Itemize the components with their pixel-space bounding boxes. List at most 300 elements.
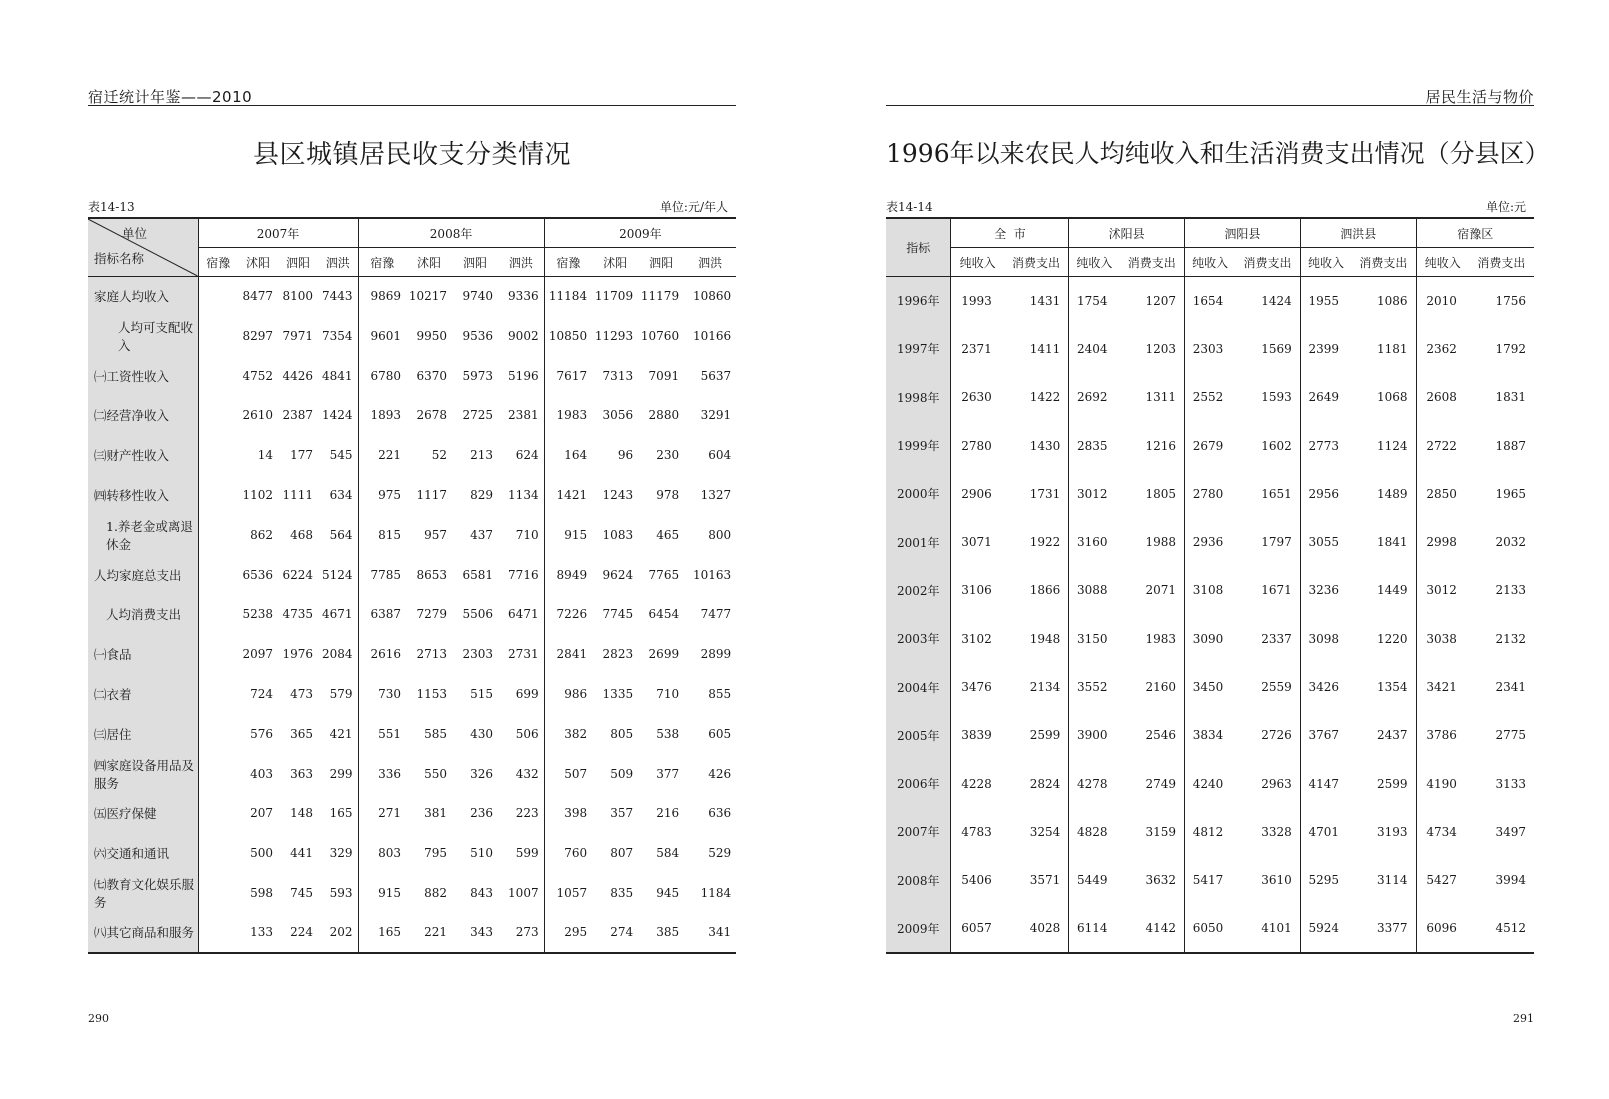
table-row xyxy=(88,555,736,595)
table-cell: 584 xyxy=(656,846,680,861)
county-header: 泗洪 xyxy=(498,248,544,277)
table-cell: 3328 xyxy=(1235,808,1300,856)
table-cell: 9601 xyxy=(370,328,402,343)
table-cell: 1569 xyxy=(1235,325,1300,373)
table-cell: 10760 xyxy=(640,328,680,343)
table-cell: 4101 xyxy=(1235,904,1300,952)
table-cell: 468 xyxy=(290,527,313,542)
table-cell: 1976 xyxy=(282,647,313,662)
table-row xyxy=(88,356,736,396)
table-cell: 882 xyxy=(424,885,448,900)
table-cell: 5637 xyxy=(700,368,732,383)
table-cell: 207 xyxy=(250,806,273,821)
table-cell: 3254 xyxy=(1004,808,1069,856)
table-cell: 3090 xyxy=(1192,631,1224,646)
table-cell xyxy=(198,793,238,833)
table-cell: 2160 xyxy=(1120,663,1185,711)
table-cell: 357 xyxy=(610,806,634,821)
indicator-header: 指标 xyxy=(886,218,951,277)
table-cell: 978 xyxy=(656,487,680,502)
table-cell: 7313 xyxy=(602,368,634,383)
table-cell: 3106 xyxy=(961,583,992,598)
table-cell: 4228 xyxy=(961,776,992,791)
table-cell: 1243 xyxy=(602,487,634,502)
table-cell: 1887 xyxy=(1495,438,1526,453)
consumption-header: 消费支出 xyxy=(1120,248,1185,277)
table-cell: 4240 xyxy=(1192,776,1224,791)
table-cell: 507 xyxy=(564,766,588,781)
table-cell: 2132 xyxy=(1495,631,1526,646)
table-cell: 1216 xyxy=(1120,421,1185,469)
row-label: 1.养老金或离退休金 xyxy=(88,515,198,555)
table-cell: 800 xyxy=(708,527,732,542)
table-cell: 4752 xyxy=(242,368,273,383)
year-header: 2009年 xyxy=(544,218,736,248)
table-cell: 843 xyxy=(470,885,494,900)
table-cell: 223 xyxy=(498,793,544,833)
table-cell: 177 xyxy=(290,448,313,463)
table-cell: 624 xyxy=(498,435,544,475)
row-label: ㈥交通和通讯 xyxy=(88,833,198,873)
table-cell: 230 xyxy=(656,448,680,463)
table-cell: 6454 xyxy=(648,607,680,622)
table-cell: 3012 xyxy=(1077,486,1108,501)
year-label: 2009年 xyxy=(886,904,951,952)
table-row xyxy=(886,373,1534,421)
table-cell: 2084 xyxy=(318,634,358,674)
table-cell: 2841 xyxy=(556,647,588,662)
table-cell: 1993 xyxy=(961,293,992,308)
urban-income-expense-table xyxy=(88,217,736,954)
row-label: 人均消费支出 xyxy=(88,594,198,634)
table-cell: 2899 xyxy=(700,647,732,662)
row-label: ㈡经营净收入 xyxy=(88,395,198,435)
table-cell: 2692 xyxy=(1077,390,1108,405)
table-cell: 385 xyxy=(656,925,680,940)
table-cell: 9536 xyxy=(462,328,494,343)
table-cell: 9869 xyxy=(370,289,402,304)
table-cell: 165 xyxy=(318,793,358,833)
table-cell: 1422 xyxy=(1004,373,1069,421)
table-cell: 7745 xyxy=(602,607,634,622)
table-cell: 377 xyxy=(656,766,680,781)
table-cell: 1831 xyxy=(1495,390,1526,405)
table-cell: 2608 xyxy=(1426,390,1457,405)
table-cell: 805 xyxy=(610,726,634,741)
table-cell: 636 xyxy=(708,806,732,821)
table-cell: 3056 xyxy=(602,408,634,423)
table-cell: 403 xyxy=(250,766,273,781)
table-cell: 3834 xyxy=(1192,728,1224,743)
table-cell: 1430 xyxy=(1004,421,1069,469)
table-cell: 509 xyxy=(610,766,634,781)
region-header: 宿豫区 xyxy=(1416,218,1534,248)
table-cell: 441 xyxy=(290,846,313,861)
table-cell: 3610 xyxy=(1235,856,1300,904)
table-row xyxy=(88,475,736,515)
table-cell: 3159 xyxy=(1120,808,1185,856)
county-header: 泗阳 xyxy=(452,248,498,277)
table-cell: 745 xyxy=(290,885,313,900)
year-label: 1997年 xyxy=(886,325,951,373)
table-cell: 133 xyxy=(250,925,273,940)
table-row xyxy=(88,873,736,913)
table-cell: 2936 xyxy=(1192,535,1224,550)
table-cell: 3193 xyxy=(1351,808,1416,856)
left-page xyxy=(88,0,736,1099)
table-cell: 11293 xyxy=(594,328,634,343)
region-header: 泗洪县 xyxy=(1300,218,1416,248)
table-cell: 2071 xyxy=(1120,566,1185,614)
year-header: 2007年 xyxy=(198,218,358,248)
table-cell: 986 xyxy=(564,686,588,701)
table-cell: 6370 xyxy=(416,368,448,383)
table-cell: 1007 xyxy=(498,873,544,913)
table-cell: 2362 xyxy=(1426,341,1457,356)
table-cell: 1805 xyxy=(1120,470,1185,518)
table-cell: 3160 xyxy=(1077,535,1108,550)
table-cell: 2381 xyxy=(498,395,544,435)
table-cell: 148 xyxy=(290,806,313,821)
table-cell: 506 xyxy=(498,714,544,754)
table-cell: 1083 xyxy=(602,527,634,542)
row-label: 人均家庭总支出 xyxy=(88,555,198,595)
table-cell: 1311 xyxy=(1120,373,1185,421)
row-label: 人均可支配收入 xyxy=(88,316,198,356)
table-cell: 9002 xyxy=(498,316,544,356)
table-cell: 605 xyxy=(708,726,732,741)
table-cell: 5124 xyxy=(318,555,358,595)
table-cell: 221 xyxy=(424,925,448,940)
table-cell: 3071 xyxy=(961,535,992,550)
corner-indicator-label: 指标名称 xyxy=(94,251,145,266)
table-cell: 6050 xyxy=(1192,921,1224,935)
table-cell: 599 xyxy=(498,833,544,873)
table-cell: 4190 xyxy=(1426,776,1457,791)
table-cell: 2341 xyxy=(1495,680,1526,695)
table-cell: 3994 xyxy=(1495,873,1526,888)
table-cell: 3133 xyxy=(1495,776,1526,791)
table-row xyxy=(886,421,1534,469)
table-row xyxy=(886,325,1534,373)
table-cell: 164 xyxy=(564,448,588,463)
table-cell: 1866 xyxy=(1004,566,1069,614)
table-cell: 4278 xyxy=(1077,776,1108,791)
table-cell: 545 xyxy=(318,435,358,475)
table-cell: 2963 xyxy=(1235,759,1300,807)
table-cell: 10850 xyxy=(548,328,588,343)
running-head-right: 居民生活与物价 xyxy=(1425,88,1534,106)
table-cell: 5924 xyxy=(1308,921,1340,935)
year-label: 2000年 xyxy=(886,470,951,518)
table-cell: 9950 xyxy=(416,328,448,343)
table-cell: 6224 xyxy=(282,567,313,582)
table-row xyxy=(88,674,736,714)
table-cell: 7279 xyxy=(416,607,448,622)
region-header: 沭阳县 xyxy=(1069,218,1185,248)
table-cell: 295 xyxy=(564,925,588,940)
table-cell: 2678 xyxy=(416,408,448,423)
table-cell: 975 xyxy=(378,487,402,502)
table-corner-header xyxy=(88,218,198,277)
table-cell: 9336 xyxy=(498,277,544,316)
table-row xyxy=(88,316,736,356)
table-cell xyxy=(198,913,238,953)
table-cell: 1354 xyxy=(1351,663,1416,711)
table-cell: 202 xyxy=(318,913,358,953)
table-cell: 221 xyxy=(378,448,402,463)
year-label: 2006年 xyxy=(886,759,951,807)
table-cell: 4828 xyxy=(1077,824,1108,839)
county-header: 泗阳 xyxy=(278,248,318,277)
table-cell: 3426 xyxy=(1308,680,1340,695)
table-cell: 1754 xyxy=(1077,293,1108,308)
table-cell: 550 xyxy=(424,766,448,781)
table-cell: 576 xyxy=(250,726,273,741)
table-row xyxy=(886,711,1534,759)
table-cell: 1117 xyxy=(416,487,448,502)
table-cell: 52 xyxy=(431,448,448,463)
row-label: ㈣转移性收入 xyxy=(88,475,198,515)
table-cell: 7765 xyxy=(648,567,680,582)
table-row xyxy=(886,470,1534,518)
consumption-header: 消费支出 xyxy=(1004,248,1069,277)
table-cell: 1057 xyxy=(556,885,588,900)
page-number-right: 291 xyxy=(1513,1012,1534,1025)
table-cell: 1424 xyxy=(318,395,358,435)
table-cell: 4512 xyxy=(1495,921,1526,935)
table-cell: 4735 xyxy=(282,607,313,622)
consumption-header: 消费支出 xyxy=(1351,248,1416,277)
table-cell: 634 xyxy=(318,475,358,515)
table-cell: 343 xyxy=(470,925,494,940)
table-cell: 2998 xyxy=(1426,535,1457,550)
table-cell: 2371 xyxy=(961,341,992,356)
table-cell xyxy=(198,873,238,913)
table-cell: 2823 xyxy=(602,647,634,662)
table-cell: 3108 xyxy=(1192,583,1224,598)
table-cell: 2699 xyxy=(648,647,680,662)
table-cell: 529 xyxy=(708,846,732,861)
table-cell: 6387 xyxy=(370,607,402,622)
table-cell: 2546 xyxy=(1120,711,1185,759)
table-cell: 2552 xyxy=(1192,390,1224,405)
table-cell: 1792 xyxy=(1495,341,1526,356)
table-cell: 341 xyxy=(708,925,732,940)
table-cell: 381 xyxy=(424,806,448,821)
table-cell: 8100 xyxy=(282,289,313,304)
table-cell: 1449 xyxy=(1351,566,1416,614)
table-cell: 1731 xyxy=(1004,470,1069,518)
table-cell: 8477 xyxy=(242,289,273,304)
table-cell: 4812 xyxy=(1192,824,1224,839)
table-row xyxy=(88,634,736,674)
table-cell: 2725 xyxy=(462,408,494,423)
table-row xyxy=(88,833,736,873)
table-cell: 8949 xyxy=(556,567,588,582)
county-header: 宿豫 xyxy=(358,248,406,277)
year-header: 2008年 xyxy=(358,218,544,248)
table-cell xyxy=(198,594,238,634)
table-cell xyxy=(198,634,238,674)
table-cell: 437 xyxy=(470,527,494,542)
table-cell: 1651 xyxy=(1235,470,1300,518)
table-cell: 1111 xyxy=(282,487,313,502)
table-cell: 2337 xyxy=(1235,615,1300,663)
table-cell: 3114 xyxy=(1351,856,1416,904)
table-cell: 4426 xyxy=(282,368,313,383)
table-cell: 2010 xyxy=(1426,293,1457,308)
table-row xyxy=(886,759,1534,807)
table-cell: 271 xyxy=(378,806,402,821)
table-cell xyxy=(198,714,238,754)
table-cell: 336 xyxy=(378,766,402,781)
table-cell: 3476 xyxy=(961,680,992,695)
page-number-left: 290 xyxy=(88,1012,109,1025)
table-cell: 6114 xyxy=(1077,921,1108,935)
table-cell xyxy=(198,833,238,873)
table-cell: 9624 xyxy=(602,567,634,582)
year-label: 1998年 xyxy=(886,373,951,421)
table-cell: 724 xyxy=(250,686,273,701)
table-cell: 2097 xyxy=(242,647,273,662)
table-cell: 5417 xyxy=(1192,873,1224,888)
row-label: ㈧其它商品和服务 xyxy=(88,913,198,953)
table-cell: 8653 xyxy=(416,567,448,582)
corner-unit-label: 单位 xyxy=(122,226,148,241)
table-cell: 11184 xyxy=(548,289,588,304)
table-cell: 2599 xyxy=(1351,759,1416,807)
table-cell: 1207 xyxy=(1120,277,1185,325)
table-cell: 7716 xyxy=(498,555,544,595)
table-cell: 2731 xyxy=(498,634,544,674)
table-cell: 3098 xyxy=(1308,631,1340,646)
table-cell: 945 xyxy=(656,885,680,900)
table-cell: 579 xyxy=(318,674,358,714)
table-cell: 730 xyxy=(378,686,402,701)
table-row xyxy=(88,277,736,316)
table-cell: 7354 xyxy=(318,316,358,356)
table-cell: 1654 xyxy=(1192,293,1224,308)
region-header: 全 市 xyxy=(951,218,1069,248)
table-cell: 2404 xyxy=(1077,341,1108,356)
table-cell: 3900 xyxy=(1077,728,1108,743)
unit-label-right: 单位:元 xyxy=(1485,200,1526,214)
table-cell: 6536 xyxy=(242,567,273,582)
table-cell xyxy=(198,555,238,595)
row-label: ㈣家庭设备用品及服务 xyxy=(88,754,198,794)
county-header: 宿豫 xyxy=(198,248,238,277)
table-cell: 10217 xyxy=(408,289,448,304)
table-cell: 1335 xyxy=(602,686,634,701)
table-cell xyxy=(198,316,238,356)
table-cell: 2906 xyxy=(961,486,992,501)
table-cell: 807 xyxy=(610,846,634,861)
table-cell: 2835 xyxy=(1077,438,1108,453)
consumption-header: 消费支出 xyxy=(1469,248,1534,277)
table-cell: 1983 xyxy=(1120,615,1185,663)
table-cell: 426 xyxy=(708,766,732,781)
table-cell: 1893 xyxy=(370,408,402,423)
table-cell: 2134 xyxy=(1004,663,1069,711)
table-title-left: 县区城镇居民收支分类情况 xyxy=(252,140,571,170)
table-cell xyxy=(198,435,238,475)
table-cell: 1602 xyxy=(1235,421,1300,469)
table-cell: 7477 xyxy=(700,607,732,622)
table-cell: 2630 xyxy=(961,390,992,405)
table-cell: 3236 xyxy=(1308,583,1340,598)
table-cell: 3421 xyxy=(1426,680,1457,695)
table-cell: 3150 xyxy=(1077,631,1108,646)
table-cell: 1220 xyxy=(1351,615,1416,663)
table-cell: 2780 xyxy=(1192,486,1224,501)
table-cell: 10163 xyxy=(692,567,732,582)
table-cell: 1922 xyxy=(1004,518,1069,566)
table-cell: 5295 xyxy=(1308,873,1340,888)
table-cell: 3552 xyxy=(1077,680,1108,695)
table-cell xyxy=(198,356,238,396)
right-page xyxy=(886,0,1550,1099)
year-label: 2007年 xyxy=(886,808,951,856)
table-row xyxy=(886,615,1534,663)
table-cell: 564 xyxy=(318,515,358,555)
running-head-left: 宿迁统计年鉴——2010 xyxy=(88,88,253,106)
table-cell: 2780 xyxy=(961,438,992,453)
table-cell: 4142 xyxy=(1120,904,1185,952)
table-cell: 326 xyxy=(470,766,494,781)
year-label: 1996年 xyxy=(886,277,951,325)
table-cell: 299 xyxy=(318,754,358,794)
table-cell: 1068 xyxy=(1351,373,1416,421)
table-cell xyxy=(198,515,238,555)
table-cell: 2303 xyxy=(1192,341,1224,356)
table-cell: 2599 xyxy=(1004,711,1069,759)
table-cell: 510 xyxy=(470,846,494,861)
table-cell: 5427 xyxy=(1426,873,1457,888)
table-cell: 515 xyxy=(470,686,494,701)
table-cell: 398 xyxy=(564,806,588,821)
table-cell: 224 xyxy=(290,925,313,940)
table-cell: 7091 xyxy=(648,368,680,383)
table-cell: 3839 xyxy=(961,728,992,743)
table-cell: 14 xyxy=(257,448,273,463)
table-cell: 6581 xyxy=(462,567,494,582)
table-cell: 1203 xyxy=(1120,325,1185,373)
row-label: ㈤医疗保健 xyxy=(88,793,198,833)
table-cell: 2616 xyxy=(370,647,402,662)
table-cell: 2726 xyxy=(1235,711,1300,759)
table-cell: 2399 xyxy=(1308,341,1340,356)
table-cell: 1965 xyxy=(1495,486,1526,501)
table-cell: 1181 xyxy=(1351,325,1416,373)
table-cell: 4671 xyxy=(318,594,358,634)
table-cell: 3088 xyxy=(1077,583,1108,598)
table-cell: 2303 xyxy=(462,647,494,662)
net-income-header: 纯收入 xyxy=(1185,248,1236,277)
table-cell: 3767 xyxy=(1308,728,1340,743)
row-label: 家庭人均收入 xyxy=(88,277,198,316)
table-cell: 585 xyxy=(424,726,448,741)
table-row xyxy=(88,515,736,555)
table-cell: 2649 xyxy=(1308,390,1340,405)
table-cell: 3055 xyxy=(1308,535,1340,550)
table-cell: 7226 xyxy=(556,607,588,622)
table-cell: 363 xyxy=(290,766,313,781)
table-cell: 273 xyxy=(498,913,544,953)
table-cell: 862 xyxy=(250,527,273,542)
table-cell: 3038 xyxy=(1426,631,1457,646)
table-cell: 1489 xyxy=(1351,470,1416,518)
